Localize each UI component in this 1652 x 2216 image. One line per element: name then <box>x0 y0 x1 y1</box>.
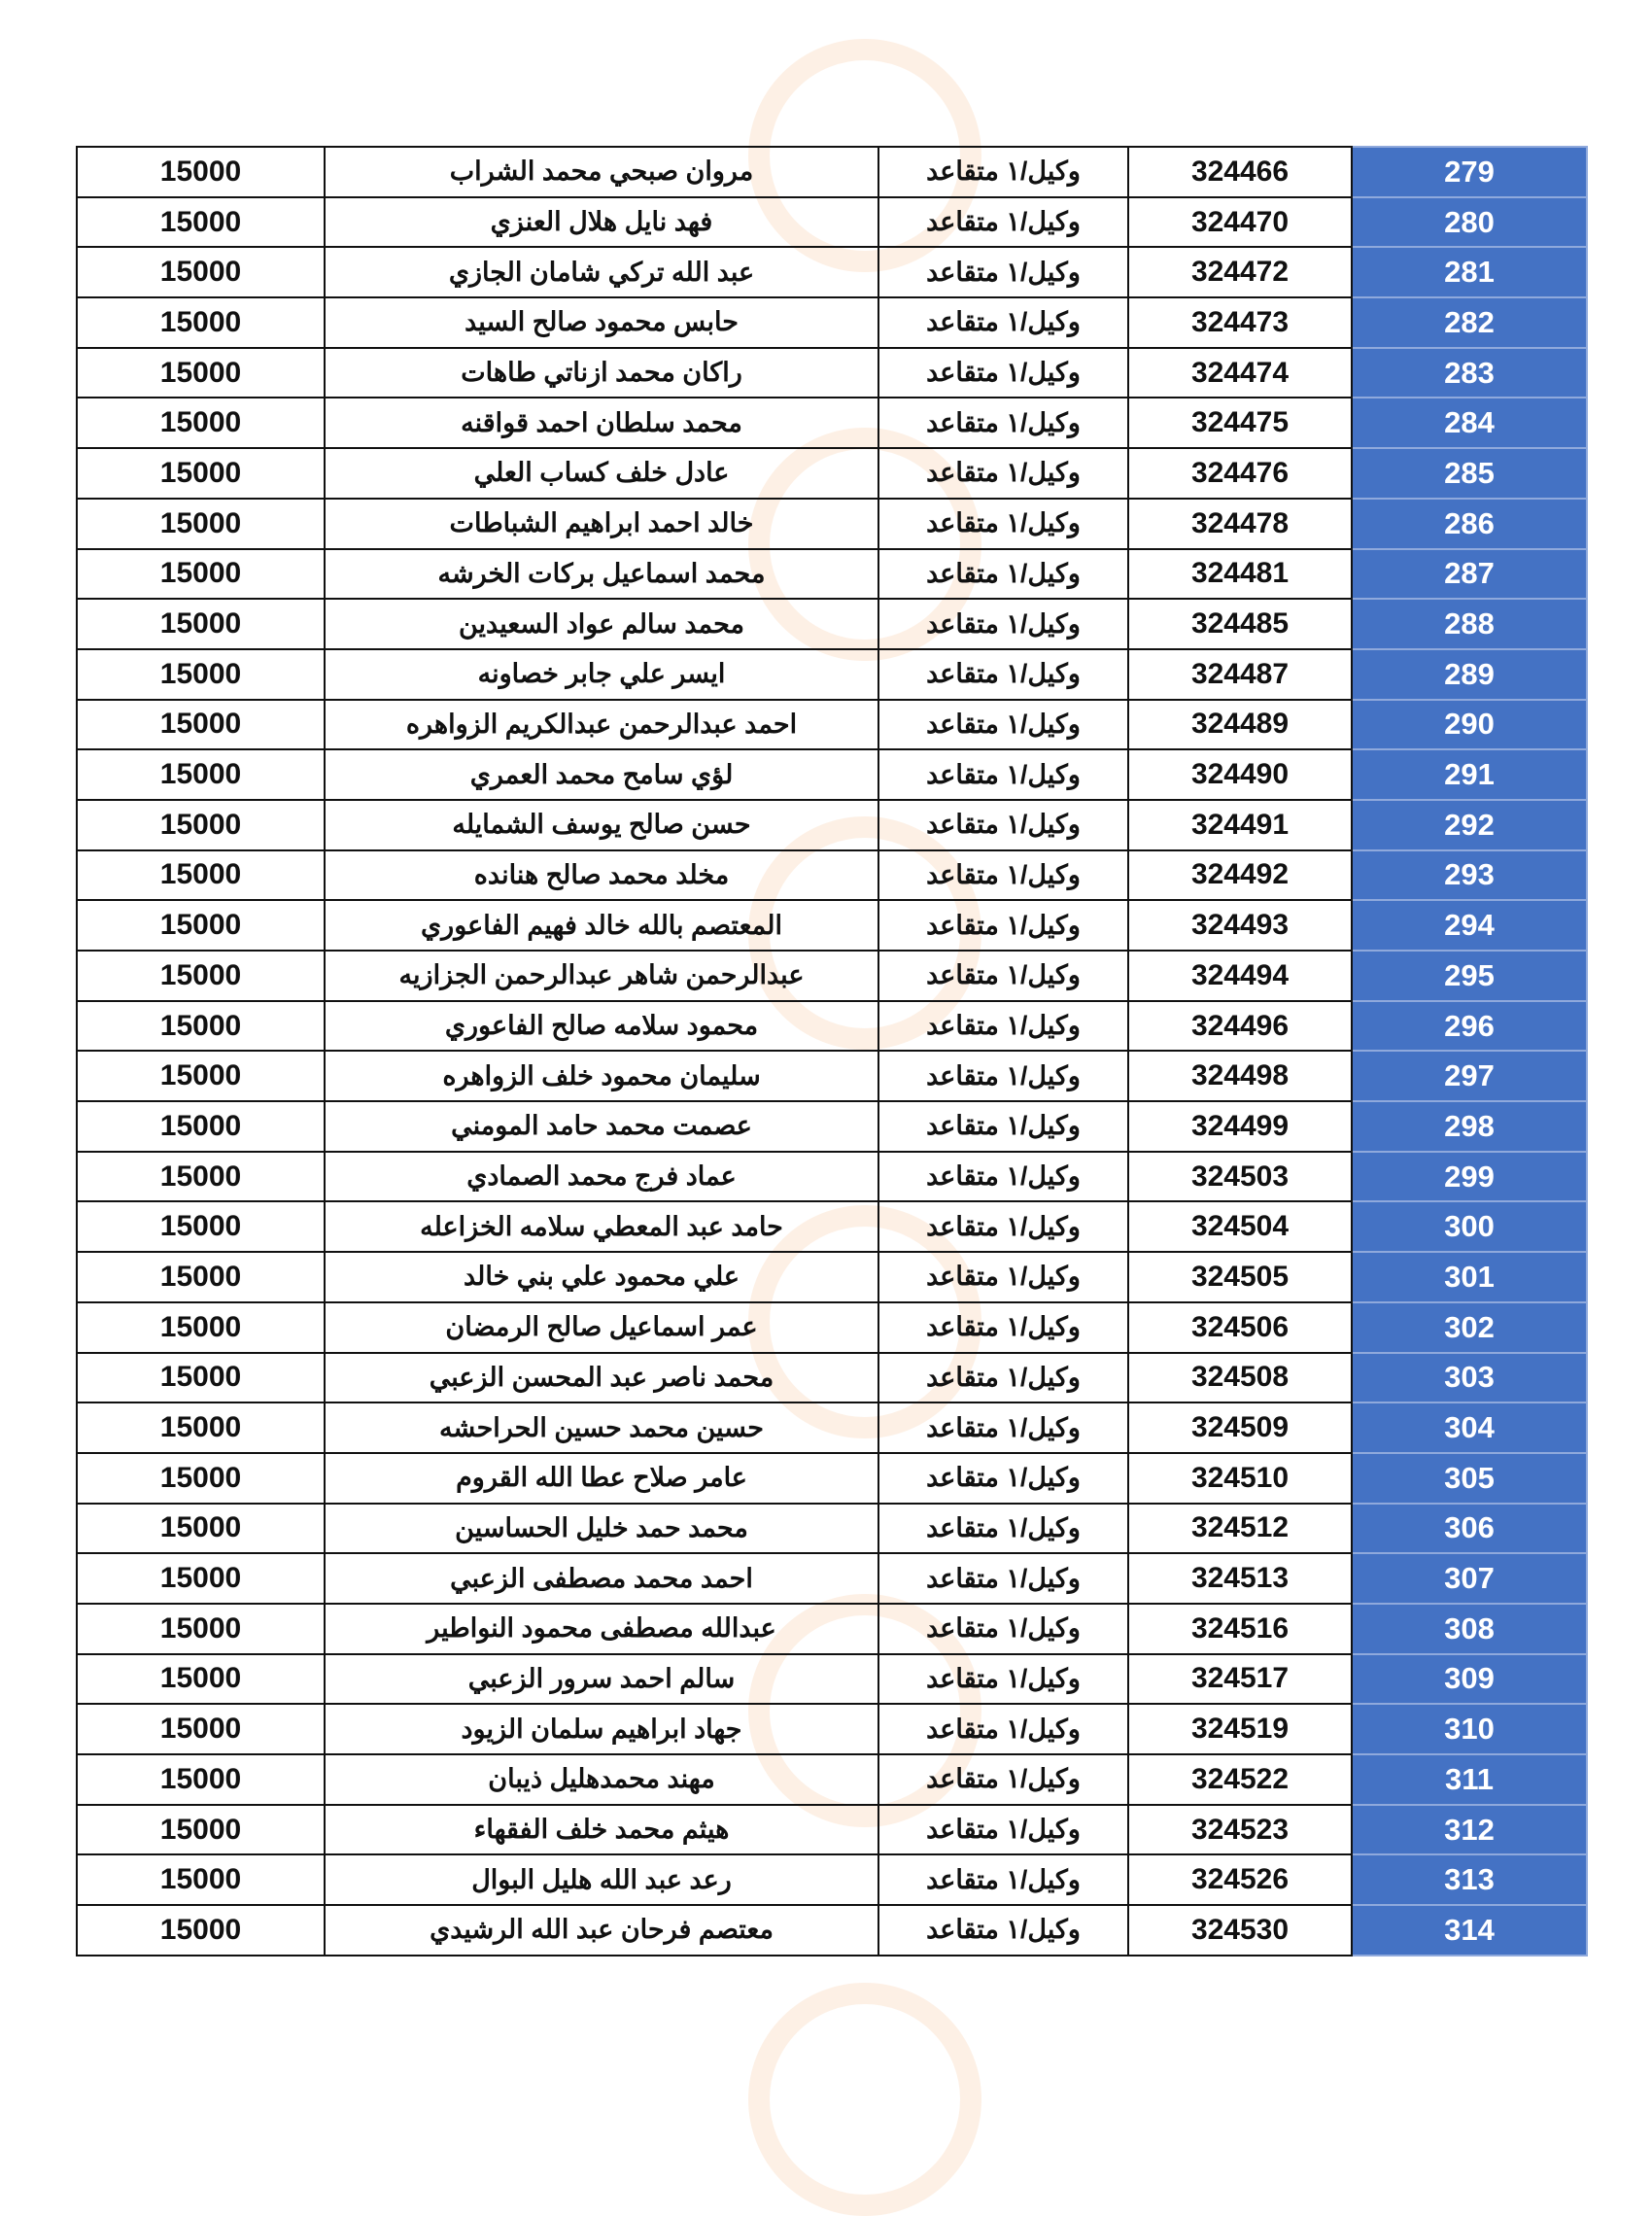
row-number-cell: 282 <box>1352 297 1587 348</box>
table-row <box>77 348 1587 398</box>
id-cell: 324491 <box>1128 800 1352 850</box>
amount-cell: 15000 <box>77 1504 325 1554</box>
amount-cell: 15000 <box>77 448 325 499</box>
id-cell: 324510 <box>1128 1453 1352 1504</box>
row-number-cell: 302 <box>1352 1302 1587 1353</box>
name-cell: عماد فرج محمد الصمادي <box>325 1152 878 1202</box>
id-cell: 324492 <box>1128 850 1352 901</box>
name-cell: معتصم فرحان عبد الله الرشيدي <box>325 1905 878 1956</box>
name-cell: محمد سالم عواد السعيدين <box>325 599 878 649</box>
type-cell: وكيل/١ متقاعد <box>878 1152 1128 1202</box>
amount-cell: 15000 <box>77 499 325 549</box>
id-cell: 324470 <box>1128 197 1352 248</box>
table-row <box>77 549 1587 600</box>
name-cell: عامر صلاح عطا الله القروم <box>325 1453 878 1504</box>
id-cell: 324475 <box>1128 398 1352 448</box>
row-number-cell: 311 <box>1352 1754 1587 1805</box>
amount-cell: 15000 <box>77 197 325 248</box>
name-cell: رعد عبد الله هليل البوال <box>325 1854 878 1905</box>
name-cell: علي محمود علي بني خالد <box>325 1252 878 1302</box>
id-cell: 324466 <box>1128 147 1352 197</box>
type-cell: وكيل/١ متقاعد <box>878 1553 1128 1604</box>
amount-cell: 15000 <box>77 850 325 901</box>
id-cell: 324490 <box>1128 749 1352 800</box>
id-cell: 324513 <box>1128 1553 1352 1604</box>
type-cell: وكيل/١ متقاعد <box>878 800 1128 850</box>
table-row <box>77 1101 1587 1152</box>
amount-cell: 15000 <box>77 1754 325 1805</box>
name-cell: محمد ناصر عبد المحسن الزعبي <box>325 1353 878 1403</box>
row-number-cell: 279 <box>1352 147 1587 197</box>
table-row <box>77 1001 1587 1052</box>
table-row <box>77 1905 1587 1956</box>
name-cell: هيثم محمد خلف الفقهاء <box>325 1805 878 1855</box>
type-cell: وكيل/١ متقاعد <box>878 850 1128 901</box>
id-cell: 324505 <box>1128 1252 1352 1302</box>
type-cell: وكيل/١ متقاعد <box>878 1353 1128 1403</box>
type-cell: وكيل/١ متقاعد <box>878 749 1128 800</box>
amount-cell: 15000 <box>77 147 325 197</box>
table-row <box>77 247 1587 297</box>
table-row <box>77 850 1587 901</box>
type-cell: وكيل/١ متقاعد <box>878 649 1128 700</box>
name-cell: احمد عبدالرحمن عبدالكريم الزواهره <box>325 700 878 750</box>
table-row <box>77 499 1587 549</box>
table-row <box>77 1604 1587 1654</box>
table-row <box>77 147 1587 197</box>
row-number-cell: 313 <box>1352 1854 1587 1905</box>
type-cell: وكيل/١ متقاعد <box>878 297 1128 348</box>
row-number-cell: 305 <box>1352 1453 1587 1504</box>
row-number-cell: 287 <box>1352 549 1587 600</box>
table-row <box>77 700 1587 750</box>
amount-cell: 15000 <box>77 1001 325 1052</box>
name-cell: عبد الله تركي شامان الجازي <box>325 247 878 297</box>
table-row <box>77 1252 1587 1302</box>
name-cell: عصمت محمد حامد المومني <box>325 1101 878 1152</box>
amount-cell: 15000 <box>77 649 325 700</box>
table-row <box>77 1402 1587 1453</box>
row-number-cell: 291 <box>1352 749 1587 800</box>
row-number-cell: 294 <box>1352 900 1587 951</box>
row-number-cell: 290 <box>1352 700 1587 750</box>
id-cell: 324494 <box>1128 951 1352 1001</box>
name-cell: احمد محمد مصطفى الزعبي <box>325 1553 878 1604</box>
table-row <box>77 951 1587 1001</box>
type-cell: وكيل/١ متقاعد <box>878 1754 1128 1805</box>
row-number-cell: 301 <box>1352 1252 1587 1302</box>
row-number-cell: 298 <box>1352 1101 1587 1152</box>
table-row <box>77 599 1587 649</box>
amount-cell: 15000 <box>77 1051 325 1101</box>
type-cell: وكيل/١ متقاعد <box>878 1905 1128 1956</box>
id-cell: 324473 <box>1128 297 1352 348</box>
row-number-cell: 289 <box>1352 649 1587 700</box>
row-number-cell: 314 <box>1352 1905 1587 1956</box>
row-number-cell: 308 <box>1352 1604 1587 1654</box>
type-cell: وكيل/١ متقاعد <box>878 1805 1128 1855</box>
id-cell: 324516 <box>1128 1604 1352 1654</box>
row-number-cell: 304 <box>1352 1402 1587 1453</box>
type-cell: وكيل/١ متقاعد <box>878 1654 1128 1705</box>
type-cell: وكيل/١ متقاعد <box>878 1051 1128 1101</box>
row-number-cell: 284 <box>1352 398 1587 448</box>
name-cell: ايسر علي جابر خصاونه <box>325 649 878 700</box>
retirees-table <box>76 146 1588 1956</box>
type-cell: وكيل/١ متقاعد <box>878 1101 1128 1152</box>
name-cell: حامد عبد المعطي سلامه الخزاعله <box>325 1201 878 1252</box>
id-cell: 324503 <box>1128 1152 1352 1202</box>
table-row <box>77 1453 1587 1504</box>
id-cell: 324498 <box>1128 1051 1352 1101</box>
type-cell: وكيل/١ متقاعد <box>878 247 1128 297</box>
type-cell: وكيل/١ متقاعد <box>878 197 1128 248</box>
table-row <box>77 1353 1587 1403</box>
type-cell: وكيل/١ متقاعد <box>878 348 1128 398</box>
amount-cell: 15000 <box>77 800 325 850</box>
amount-cell: 15000 <box>77 1302 325 1353</box>
name-cell: راكان محمد ازناتي طاهات <box>325 348 878 398</box>
amount-cell: 15000 <box>77 1854 325 1905</box>
table-row <box>77 1805 1587 1855</box>
type-cell: وكيل/١ متقاعد <box>878 900 1128 951</box>
row-number-cell: 295 <box>1352 951 1587 1001</box>
id-cell: 324481 <box>1128 549 1352 600</box>
amount-cell: 15000 <box>77 1553 325 1604</box>
row-number-cell: 309 <box>1352 1654 1587 1705</box>
name-cell: جهاد ابراهيم سلمان الزيود <box>325 1704 878 1754</box>
id-cell: 324509 <box>1128 1402 1352 1453</box>
table-row <box>77 649 1587 700</box>
id-cell: 324493 <box>1128 900 1352 951</box>
type-cell: وكيل/١ متقاعد <box>878 1252 1128 1302</box>
table-row <box>77 900 1587 951</box>
type-cell: وكيل/١ متقاعد <box>878 1001 1128 1052</box>
row-number-cell: 281 <box>1352 247 1587 297</box>
table-body <box>77 147 1587 1956</box>
amount-cell: 15000 <box>77 348 325 398</box>
amount-cell: 15000 <box>77 1252 325 1302</box>
table-row <box>77 398 1587 448</box>
name-cell: مخلد محمد صالح هنانده <box>325 850 878 901</box>
amount-cell: 15000 <box>77 549 325 600</box>
type-cell: وكيل/١ متقاعد <box>878 1604 1128 1654</box>
id-cell: 324523 <box>1128 1805 1352 1855</box>
type-cell: وكيل/١ متقاعد <box>878 951 1128 1001</box>
type-cell: وكيل/١ متقاعد <box>878 448 1128 499</box>
type-cell: وكيل/١ متقاعد <box>878 1402 1128 1453</box>
row-number-cell: 310 <box>1352 1704 1587 1754</box>
id-cell: 324485 <box>1128 599 1352 649</box>
id-cell: 324517 <box>1128 1654 1352 1705</box>
name-cell: حسين محمد حسين الحراحشه <box>325 1402 878 1453</box>
id-cell: 324504 <box>1128 1201 1352 1252</box>
type-cell: وكيل/١ متقاعد <box>878 1302 1128 1353</box>
table-row <box>77 297 1587 348</box>
table-row <box>77 1553 1587 1604</box>
table-row <box>77 749 1587 800</box>
amount-cell: 15000 <box>77 1152 325 1202</box>
table-row <box>77 448 1587 499</box>
amount-cell: 15000 <box>77 1704 325 1754</box>
name-cell: المعتصم بالله خالد فهيم الفاعوري <box>325 900 878 951</box>
type-cell: وكيل/١ متقاعد <box>878 1504 1128 1554</box>
table-row <box>77 1704 1587 1754</box>
name-cell: عبدالله مصطفى محمود النواطير <box>325 1604 878 1654</box>
id-cell: 324530 <box>1128 1905 1352 1956</box>
amount-cell: 15000 <box>77 900 325 951</box>
amount-cell: 15000 <box>77 1654 325 1705</box>
name-cell: حسن صالح يوسف الشمايله <box>325 800 878 850</box>
name-cell: محمود سلامه صالح الفاعوري <box>325 1001 878 1052</box>
id-cell: 324476 <box>1128 448 1352 499</box>
type-cell: وكيل/١ متقاعد <box>878 398 1128 448</box>
id-cell: 324474 <box>1128 348 1352 398</box>
type-cell: وكيل/١ متقاعد <box>878 700 1128 750</box>
amount-cell: 15000 <box>77 700 325 750</box>
amount-cell: 15000 <box>77 1402 325 1453</box>
amount-cell: 15000 <box>77 1805 325 1855</box>
table-row <box>77 1051 1587 1101</box>
id-cell: 324512 <box>1128 1504 1352 1554</box>
type-cell: وكيل/١ متقاعد <box>878 1704 1128 1754</box>
amount-cell: 15000 <box>77 1604 325 1654</box>
amount-cell: 15000 <box>77 1101 325 1152</box>
name-cell: سالم احمد سرور الزعبي <box>325 1654 878 1705</box>
name-cell: عادل خلف كساب العلي <box>325 448 878 499</box>
amount-cell: 15000 <box>77 247 325 297</box>
type-cell: وكيل/١ متقاعد <box>878 1201 1128 1252</box>
amount-cell: 15000 <box>77 749 325 800</box>
name-cell: حابس محمود صالح السيد <box>325 297 878 348</box>
name-cell: محمد اسماعيل بركات الخرشه <box>325 549 878 600</box>
amount-cell: 15000 <box>77 951 325 1001</box>
name-cell: سليمان محمود خلف الزواهره <box>325 1051 878 1101</box>
amount-cell: 15000 <box>77 1453 325 1504</box>
table-row <box>77 1302 1587 1353</box>
amount-cell: 15000 <box>77 398 325 448</box>
table-row <box>77 1654 1587 1705</box>
name-cell: مهند محمدهليل ذيبان <box>325 1754 878 1805</box>
type-cell: وكيل/١ متقاعد <box>878 549 1128 600</box>
row-number-cell: 288 <box>1352 599 1587 649</box>
row-number-cell: 299 <box>1352 1152 1587 1202</box>
table-row <box>77 1201 1587 1252</box>
row-number-cell: 303 <box>1352 1353 1587 1403</box>
row-number-cell: 285 <box>1352 448 1587 499</box>
name-cell: فهد نايل هلال العنزي <box>325 197 878 248</box>
row-number-cell: 306 <box>1352 1504 1587 1554</box>
amount-cell: 15000 <box>77 1201 325 1252</box>
table-row <box>77 1754 1587 1805</box>
row-number-cell: 300 <box>1352 1201 1587 1252</box>
row-number-cell: 307 <box>1352 1553 1587 1604</box>
name-cell: لؤي سامح محمد العمري <box>325 749 878 800</box>
row-number-cell: 312 <box>1352 1805 1587 1855</box>
type-cell: وكيل/١ متقاعد <box>878 599 1128 649</box>
type-cell: وكيل/١ متقاعد <box>878 1854 1128 1905</box>
name-cell: محمد سلطان احمد قواقنه <box>325 398 878 448</box>
amount-cell: 15000 <box>77 297 325 348</box>
table-row <box>77 197 1587 248</box>
amount-cell: 15000 <box>77 1905 325 1956</box>
row-number-cell: 296 <box>1352 1001 1587 1052</box>
id-cell: 324506 <box>1128 1302 1352 1353</box>
id-cell: 324489 <box>1128 700 1352 750</box>
table-row <box>77 1152 1587 1202</box>
id-cell: 324519 <box>1128 1704 1352 1754</box>
table-row <box>77 1854 1587 1905</box>
row-number-cell: 283 <box>1352 348 1587 398</box>
name-cell: مروان صبحي محمد الشراب <box>325 147 878 197</box>
amount-cell: 15000 <box>77 1353 325 1403</box>
name-cell: عمر اسماعيل صالح الرمضان <box>325 1302 878 1353</box>
id-cell: 324472 <box>1128 247 1352 297</box>
row-number-cell: 293 <box>1352 850 1587 901</box>
id-cell: 324478 <box>1128 499 1352 549</box>
row-number-cell: 280 <box>1352 197 1587 248</box>
id-cell: 324499 <box>1128 1101 1352 1152</box>
table-row <box>77 1504 1587 1554</box>
id-cell: 324496 <box>1128 1001 1352 1052</box>
watermark-clock-logo <box>748 1983 981 2216</box>
name-cell: خالد احمد ابراهيم الشباطات <box>325 499 878 549</box>
amount-cell: 15000 <box>77 599 325 649</box>
id-cell: 324522 <box>1128 1754 1352 1805</box>
id-cell: 324508 <box>1128 1353 1352 1403</box>
table-row <box>77 800 1587 850</box>
id-cell: 324487 <box>1128 649 1352 700</box>
row-number-cell: 297 <box>1352 1051 1587 1101</box>
type-cell: وكيل/١ متقاعد <box>878 1453 1128 1504</box>
type-cell: وكيل/١ متقاعد <box>878 147 1128 197</box>
id-cell: 324526 <box>1128 1854 1352 1905</box>
row-number-cell: 292 <box>1352 800 1587 850</box>
type-cell: وكيل/١ متقاعد <box>878 499 1128 549</box>
row-number-cell: 286 <box>1352 499 1587 549</box>
name-cell: محمد حمد خليل الحساسين <box>325 1504 878 1554</box>
name-cell: عبدالرحمن شاهر عبدالرحمن الجزازيه <box>325 951 878 1001</box>
